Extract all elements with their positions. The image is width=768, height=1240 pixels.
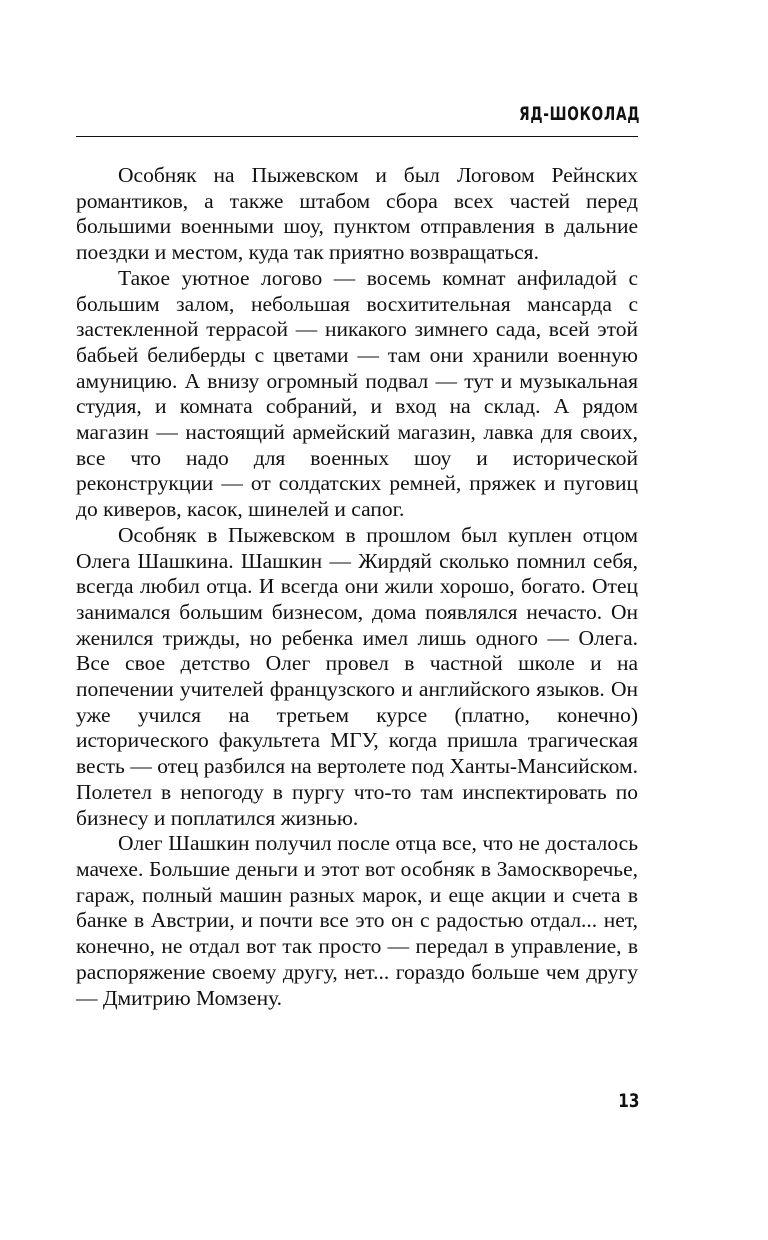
body-text bbox=[76, 163, 638, 1011]
paragraph-4: Олег Шашкин получил после отца все, что не досталось мачехе. Большие деньги и этот вот особняк в Замоскворечье, гараж, полный машин разных марок, и еще акции и счета в банке в Австрии, и почти все это он с радостью отдал... нет, конечно, не отдал вот так просто — передал в управление, в распоряжение своему другу, нет... гораздо больше чем другу — Дмитрию Момзену. bbox=[76, 831, 638, 1010]
paragraph-3: Особняк в Пыжевском в прошлом был куплен отцом Олега Шашкина. Шашкин — Жирдяй сколько помнил себя, всегда любил отца. И всегда они жили хорошо, богато. Отец занимался большим бизнесом, дома появлялся нечасто. Он женился трижды, но ребенка имел лишь одного — Олега. Все свое детство Олег провел в частной школе и на попечении учителей французского и английского языков. Он уже учился на третьем курсе (платно, конечно) исторического факультета МГУ, когда пришла трагическая весть — отец разбился на вертолете под Ханты-Мансийском. Полетел в непогоду в пургу что-то там инспектировать по бизнесу и поплатился жизнью. bbox=[76, 522, 638, 830]
page-number: 13 bbox=[617, 1090, 639, 1112]
header-rule bbox=[76, 136, 638, 137]
running-title: ЯД-ШОКОЛАД bbox=[518, 103, 640, 125]
paragraph-2: Такое уютное логово — восемь комнат анфиладой с большим залом, небольшая восхитительная мансарда с застекленной террасой — никакого зимнего сада, всей этой бабьей белиберды с цветами — там они хранили военную амуницию. А внизу огромный подвал — тут и музыкальная студия, и комната собраний, и вход на склад. А рядом магазин — настоящий армейский магазин, лавка для своих, все что надо для военных шоу и исторической реконструкции — от солдатских ремней, пряжек и пуговиц до киверов, касок, шинелей и сапог. bbox=[76, 265, 638, 522]
paragraph-1: Особняк на Пыжевском и был Логовом Рейнских романтиков, а также штабом сбора всех частей перед большими военными шоу, пунктом отправления в дальние поездки и местом, куда так приятно возвращаться. bbox=[76, 163, 638, 265]
